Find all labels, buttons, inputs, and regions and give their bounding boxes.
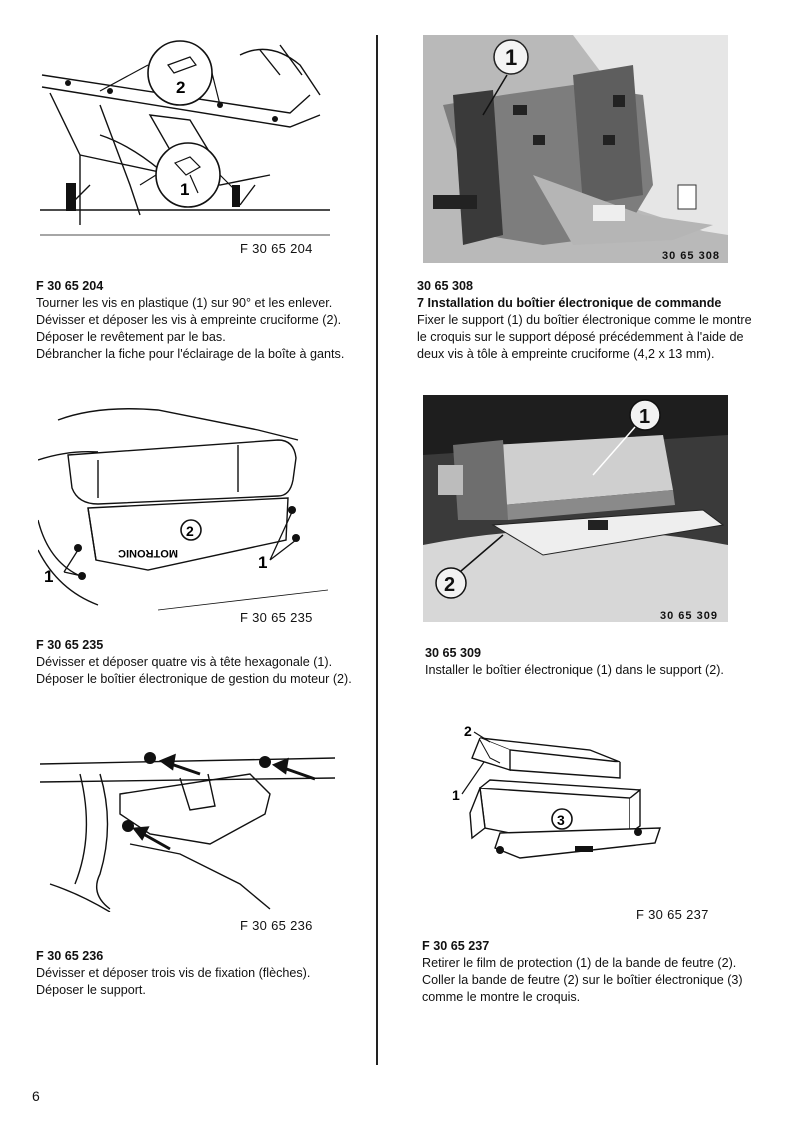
callout-2: 2 (176, 78, 186, 97)
section-title: 7 Installation du boîtier électronique de commande (417, 296, 722, 310)
text-line: Fixer le support (1) du boîtier électronique comme le montre (417, 313, 752, 327)
text-line: le croquis sur le support déposé précédemment à l'aide de (417, 330, 744, 344)
section-code: 30 65 309 (425, 646, 482, 660)
text-line: Déposer le revêtement par le bas. (36, 330, 226, 344)
photo-3065309 (423, 395, 728, 622)
column-divider (376, 35, 378, 1065)
text-line: Dévisser et déposer quatre vis à tête hexagonale (1). (36, 655, 333, 669)
photo-ref-label: 30 65 309 (660, 610, 718, 622)
callout-1: 1 (44, 567, 54, 586)
text-line: Retirer le film de protection (1) de la bande de feutre (2). (422, 956, 737, 970)
callout-1: 1 (639, 406, 651, 428)
figure-f3065235 (38, 400, 338, 612)
text-line: Tourner les vis en plastique (1) sur 90° et les enlever. (36, 296, 333, 310)
text-block-3065309 (425, 645, 765, 679)
callout-3-circled: 3 (557, 812, 565, 828)
figure-ref-label: F 30 65 204 (240, 241, 313, 256)
section-code: F 30 65 237 (422, 939, 490, 953)
callout-2-circled: 2 (186, 523, 194, 539)
text-line: comme le montre le croquis. (422, 990, 581, 1004)
text-line: Débrancher la fiche pour l'éclairage de la boîte à gants. (36, 347, 345, 361)
callout-1: 1 (258, 553, 268, 572)
callout-2: 2 (444, 574, 456, 596)
figure-f3065237 (450, 718, 680, 878)
callout-1: 1 (505, 45, 518, 70)
figure-f3065204 (40, 35, 330, 240)
text-block-f3065235 (36, 637, 366, 688)
text-block-f3065236 (36, 948, 366, 999)
section-code: 30 65 308 (417, 279, 474, 293)
box-label: MOTRONIC (118, 547, 178, 559)
figure-f3065236 (40, 734, 335, 912)
text-block-3065308 (417, 278, 762, 363)
text-line: Dévisser et déposer les vis à empreinte cruciforme (2). (36, 313, 342, 327)
text-block-f3065237 (422, 938, 767, 1006)
figure-ref-label: F 30 65 236 (240, 918, 313, 933)
text-block-f3065204 (36, 278, 366, 363)
photo-3065308 (423, 35, 728, 263)
section-code: F 30 65 235 (36, 638, 104, 652)
text-line: Installer le boîtier électronique (1) dans le support (2). (425, 663, 724, 677)
figure-ref-label: F 30 65 235 (240, 610, 313, 625)
page-number: 6 (32, 1088, 40, 1104)
text-line: Déposer le support. (36, 983, 146, 997)
section-code: F 30 65 236 (36, 949, 104, 963)
callout-1: 1 (452, 787, 460, 803)
callout-1: 1 (180, 180, 190, 199)
text-line: Dévisser et déposer trois vis de fixation (flèches). (36, 966, 311, 980)
text-line: deux vis à tôle à empreinte cruciforme (4,2 x 13 mm). (417, 347, 715, 361)
figure-ref-label: F 30 65 237 (636, 907, 709, 922)
section-code: F 30 65 204 (36, 279, 104, 293)
text-line: Coller la bande de feutre (2) sur le boîtier électronique (3) (422, 973, 743, 987)
text-line: Déposer le boîtier électronique de gestion du moteur (2). (36, 672, 352, 686)
photo-ref-label: 30 65 308 (662, 250, 720, 262)
callout-2: 2 (464, 723, 472, 739)
